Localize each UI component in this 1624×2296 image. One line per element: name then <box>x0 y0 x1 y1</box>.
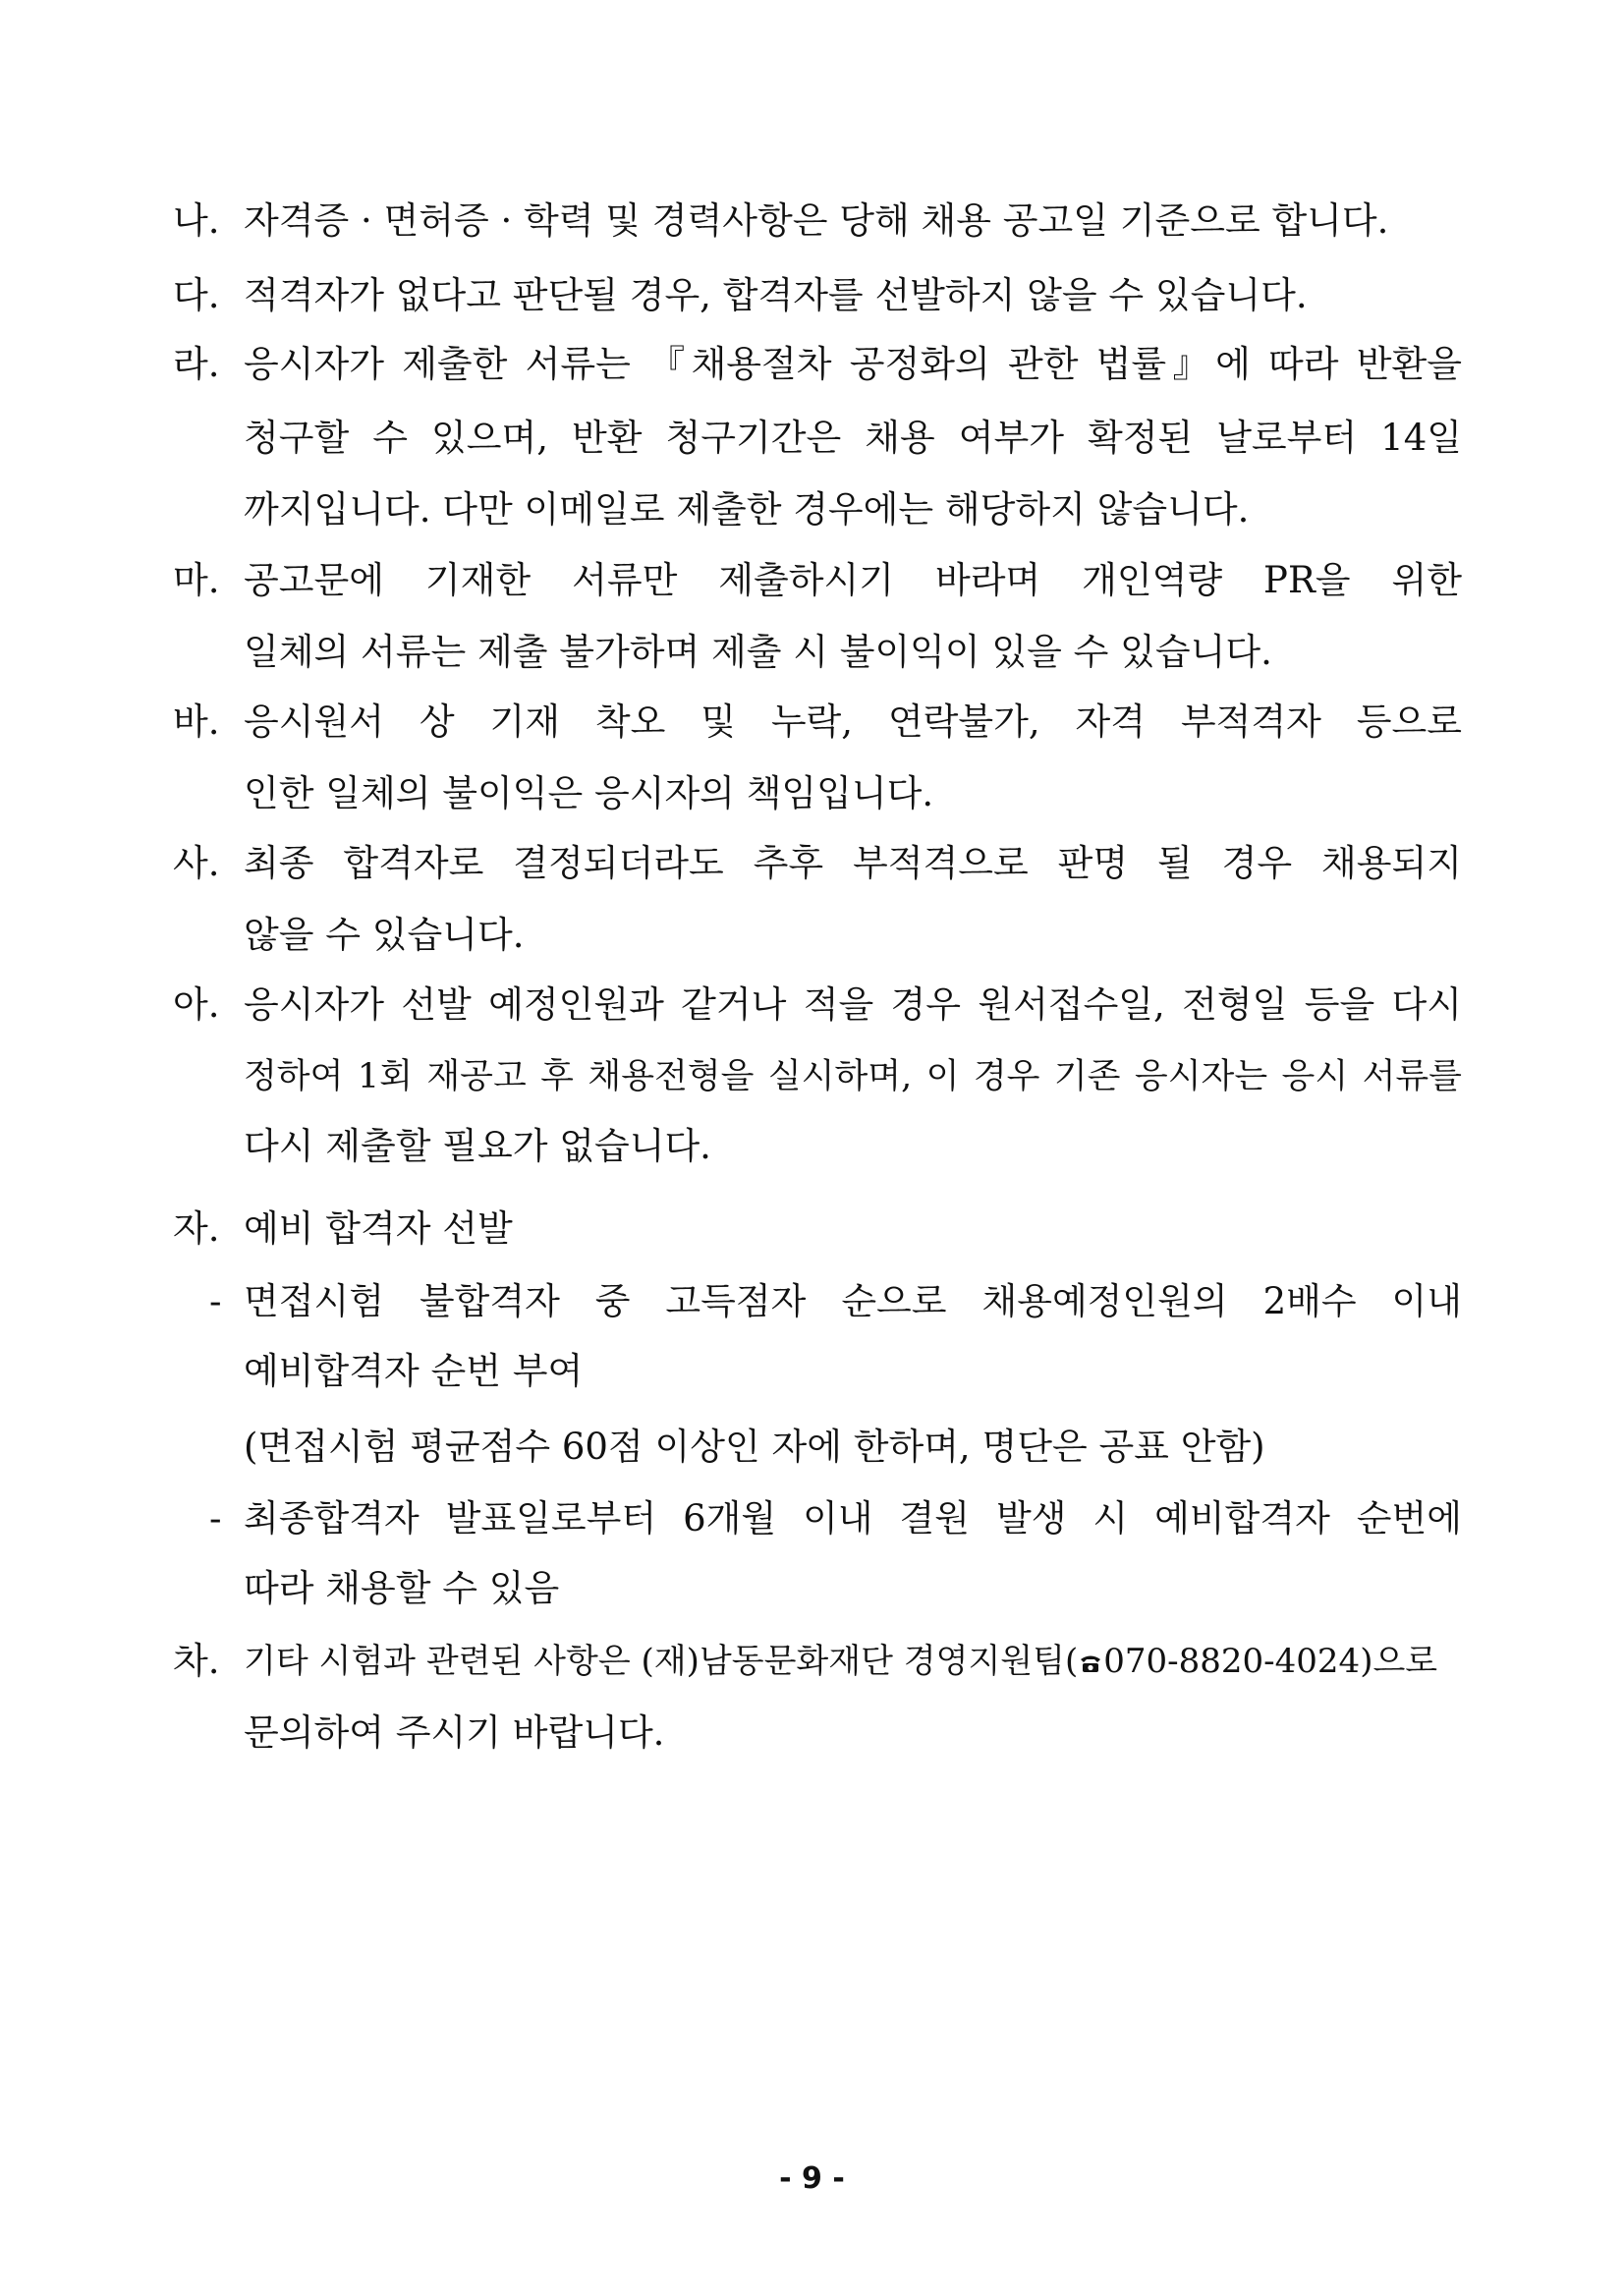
item-a-text-1: 응시자가 선발 예정인원과 같거나 적을 경우 원서접수일, 전형일 등을 다시 <box>244 983 1462 1026</box>
item-cha-text-1 <box>244 1636 1437 1687</box>
item-a-text-3: 다시 제출할 필요가 없습니다. <box>244 1125 711 1167</box>
item-sa-marker: 사. <box>173 842 220 884</box>
telephone-icon <box>1079 1638 1102 1659</box>
item-ma-text-2: 일체의 서류는 제출 불가하며 제출 시 불이익이 있을 수 있습니다. <box>244 631 1272 673</box>
page-number: - 9 - <box>779 2161 845 2196</box>
item-ja-sub-2-dash: - <box>209 1497 222 1540</box>
item-ma-marker: 마. <box>173 559 220 601</box>
item-ja-sub-2-text-2: 따라 채용할 수 있음 <box>244 1567 560 1609</box>
item-da-text: 적격자가 없다고 판단될 경우, 합격자를 선발하지 않을 수 있습니다. <box>244 274 1308 316</box>
item-ma-text-1: 공고문에 기재한 서류만 제출하시기 바라며 개인역량 PR을 위한 <box>244 559 1462 601</box>
item-ja-sub-1-text-2: 예비합격자 순번 부여 <box>244 1350 584 1392</box>
item-sa-text-1: 최종 합격자로 결정되더라도 추후 부적격으로 판명 될 경우 채용되지 <box>244 842 1462 884</box>
item-ra-marker: 라. <box>173 343 220 385</box>
item-na-marker: 나. <box>173 199 220 242</box>
item-ba-text-1: 응시원서 상 기재 착오 및 누락, 연락불가, 자격 부적격자 등으로 <box>244 700 1462 743</box>
item-ja-marker: 자. <box>173 1207 220 1250</box>
item-ja-sub-2-text-1: 최종합격자 발표일로부터 6개월 이내 결원 발생 시 예비합격자 순번에 <box>244 1497 1462 1540</box>
item-ra-text-1: 응시자가 제출한 서류는 『채용절차 공정화의 관한 법률』에 따라 반환을 <box>244 343 1462 385</box>
item-ja-sub-1-text-1: 면접시험 불합격자 중 고득점자 순으로 채용예정인원의 2배수 이내 <box>244 1280 1462 1322</box>
item-cha-text-before: 기타 시험과 관련된 사항은 (재)남동문화재단 경영지원팀( <box>244 1642 1079 1681</box>
item-ba-marker: 바. <box>173 700 220 743</box>
item-cha-phone: 070-8820-4024 <box>1103 1642 1361 1681</box>
item-ja-sub-1-dash: - <box>209 1280 222 1322</box>
item-ja-title: 예비 합격자 선발 <box>244 1207 513 1250</box>
item-cha-marker: 차. <box>173 1640 220 1682</box>
item-da-marker: 다. <box>173 274 220 316</box>
item-ja-note: (면접시험 평균점수 60점 이상인 자에 한하며, 명단은 공표 안함) <box>244 1426 1265 1468</box>
item-na-text: 자격증 · 면허증 · 학력 및 경력사항은 당해 채용 공고일 기준으로 합니다. <box>244 199 1389 242</box>
item-ra-text-2: 청구할 수 있으며, 반환 청구기간은 채용 여부가 확정된 날로부터 14일 <box>244 417 1462 459</box>
item-cha-text-2: 문의하여 주시기 바랍니다. <box>244 1711 665 1754</box>
item-cha-text-after: )으로 <box>1360 1642 1438 1681</box>
item-ra-text-3: 까지입니다. 다만 이메일로 제출한 경우에는 해당하지 않습니다. <box>244 488 1250 531</box>
item-sa-text-2: 않을 수 있습니다. <box>244 914 525 956</box>
item-a-text-2: 정하여 1회 재공고 후 채용전형을 실시하며, 이 경우 기존 응시자는 응시 서류를 <box>244 1057 1462 1096</box>
item-ba-text-2: 인한 일체의 불이익은 응시자의 책임입니다. <box>244 772 934 814</box>
item-a-marker: 아. <box>173 983 220 1026</box>
